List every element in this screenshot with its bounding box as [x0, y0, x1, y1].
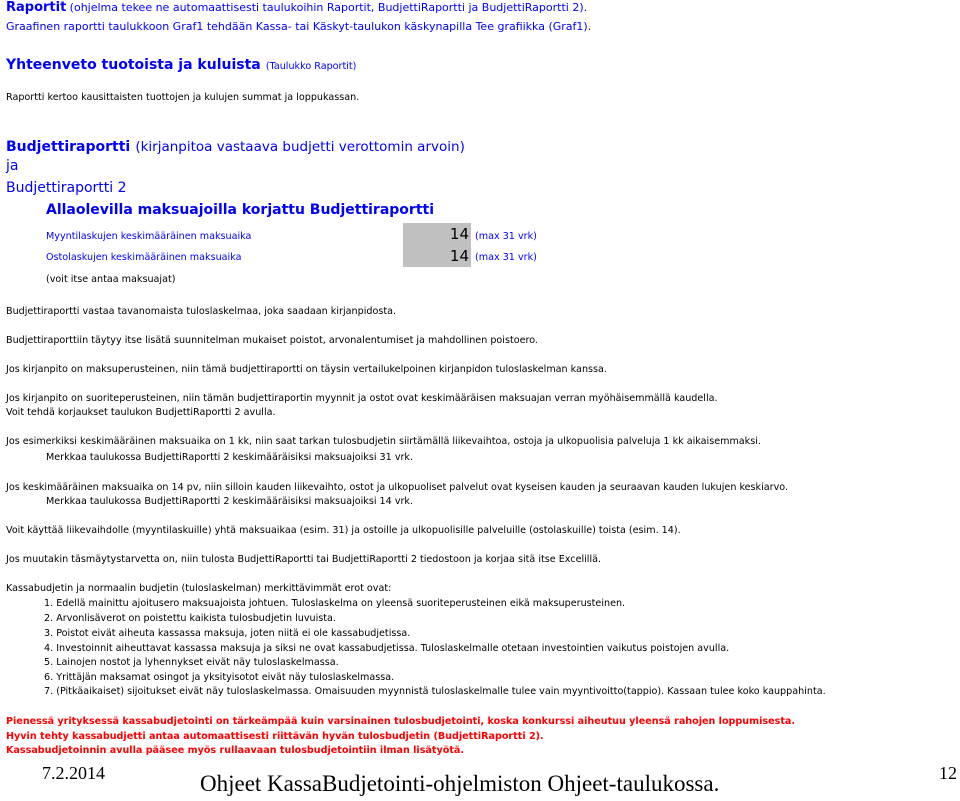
summary-text: Raportti kertoo kausittaisten tuottojen ja kulujen summat ja loppukassan.	[6, 92, 360, 103]
purchase-terms-input[interactable]: 14	[403, 245, 471, 267]
paragraph-8: Jos muutakin täsmäytystarvetta on, niin tulosta BudjettiRaportti tai BudjettiRaportti 2 tiedostoon ja korjaa sitä itse Excelillä.	[6, 554, 602, 565]
summary-heading-row	[6, 54, 356, 73]
list-intro: Kassabudjetin ja normaalin budjetin (tuloslaskelman) merkittävimmät erot ovat:	[6, 583, 392, 594]
list-item: 7. (Pitkäaikaiset) sijoitukset eivät näy tuloslaskelmassa. Omaisuuden myynnistä tuloslaskelmalle tulee vain myyntivoitto(tappio). Kassaan tulee koko kauppahinta.	[44, 686, 826, 697]
summary-heading-note: (Taulukko Raportit)	[265, 61, 357, 72]
paragraph-6b: Merkkaa taulukossa BudjettiRaportti 2 keskimääräisiksi maksuajoiksi 14 vrk.	[46, 496, 414, 507]
list-item: 3. Poistot eivät aiheuta kassassa maksuja, joten niitä ei ole kassabudjetissa.	[44, 628, 411, 639]
own-terms-note: (voit itse antaa maksuajat)	[46, 274, 176, 285]
footer-caption: Ohjeet KassaBudjetointi-ohjelmiston Ohjeet-taulukossa.	[200, 771, 720, 796]
list-item: 4. Investoinnit aiheuttavat kassassa maksuja ja siksi ne ovat kassabudjetissa. Tuloslaskelmalle otetaan investointien vaikutus poistojen avulla.	[44, 643, 730, 654]
list-item: 5. Lainojen nostot ja lyhennykset eivät näy tuloslaskelmassa.	[44, 657, 339, 668]
red-note-3: Kassabudjetoinnin avulla pääsee myös rullaavaan tulosbudjetointiin ilman lisätyötä.	[6, 745, 465, 756]
sales-terms-label: Myyntilaskujen keskimääräinen maksuaika	[46, 231, 252, 242]
paragraph-4b: Voit tehdä korjaukset taulukon BudjettiRaportti 2 avulla.	[6, 407, 276, 418]
sales-terms-input[interactable]: 14	[403, 223, 471, 245]
budget-heading-note: (kirjanpitoa vastaava budjetti verottomin arvoin)	[135, 139, 465, 155]
list-item: 2. Arvonlisäverot on poistettu kaikista tulosbudjetin luvuista.	[44, 613, 336, 624]
paragraph-6a: Jos keskimääräinen maksuaika on 14 pv, niin silloin kauden liikevaihto, ostot ja ulkopuoliset palvelut ovat kyseisen kauden ja seuraavan kauden lukujen keskiarvo.	[6, 482, 789, 493]
page-title: Raportit	[6, 0, 67, 15]
page-title-note: (ohjelma tekee ne automaattisesti taulukoihin Raportit, BudjettiRaportti ja BudjettiRaportti 2).	[69, 1, 588, 14]
header-line-2: Graafinen raportti taulukkoon Graf1 tehdään Kassa- tai Käskyt-taulukon käskynapilla Tee grafiikka (Graf1).	[6, 20, 592, 33]
paragraph-2: Budjettiraporttiin täytyy itse lisätä suunnitelman mukaiset poistot, arvonalentumiset ja mahdollinen poistoero.	[6, 335, 538, 346]
budget-ja: ja	[6, 158, 19, 174]
summary-heading: Yhteenveto tuotoista ja kuluista	[6, 57, 261, 73]
budget-heading-2: Budjettiraportti 2	[6, 180, 127, 196]
purchase-terms-max: (max 31 vrk)	[475, 252, 537, 263]
budget-heading-row	[6, 136, 465, 155]
footer-date: 7.2.2014	[42, 763, 105, 783]
paragraph-5a: Jos esimerkiksi keskimääräinen maksuaika on 1 kk, niin saat tarkan tulosbudjetin siirtämällä liikevaihtoa, ostoja ja ulkopuolisia palveluja 1 kk aikaisemmaksi.	[6, 436, 761, 447]
paragraph-4a: Jos kirjanpito on suoriteperusteinen, niin tämän budjettiraportin myynnit ja ostot ovat keskimääräisen maksuajan verran myöhäisemmällä kaudella.	[6, 393, 718, 404]
budget-subheading: Allaolevilla maksuajoilla korjattu Budjettiraportti	[46, 202, 435, 218]
paragraph-3: Jos kirjanpito on maksuperusteinen, niin tämä budjettiraportti on täysin vertailukelpoinen kirjanpidon tuloslaskelman kanssa.	[6, 364, 607, 375]
list-item: 6. Yrittäjän maksamat osingot ja yksityisotot eivät näy tuloslaskelmassa.	[44, 672, 395, 683]
page-number: 12	[939, 763, 957, 783]
red-note-2: Hyvin tehty kassabudjetti antaa automaattisesti riittävän hyvän tulosbudjetin (BudjettiRaportti 2).	[6, 731, 544, 742]
paragraph-1: Budjettiraportti vastaa tavanomaista tuloslaskelmaa, joka saadaan kirjanpidosta.	[6, 306, 397, 317]
red-note-1: Pienessä yrityksessä kassabudjetointi on tärkeämpää kuin varsinainen tulosbudjetointi, koska konkurssi aiheutuu yleensä rahojen loppumisesta.	[6, 716, 796, 727]
purchase-terms-label: Ostolaskujen keskimääräinen maksuaika	[46, 252, 242, 263]
paragraph-5b: Merkkaa taulukossa BudjettiRaportti 2 keskimääräisiksi maksuajoiksi 31 vrk.	[46, 452, 414, 463]
budget-heading: Budjettiraportti	[6, 139, 131, 155]
list-item: 1. Edellä mainittu ajoitusero maksuajoista johtuen. Tuloslaskelma on yleensä suoriteperusteinen eikä maksuperusteinen.	[44, 598, 626, 609]
paragraph-7: Voit käyttää liikevaihdolle (myyntilaskuille) yhtä maksuaikaa (esim. 31) ja ostoille ja ulkopuolisille palveluille (ostolaskuille) toista (esim. 14).	[6, 525, 681, 536]
sales-terms-max: (max 31 vrk)	[475, 231, 537, 242]
header-line-1	[6, 0, 587, 15]
